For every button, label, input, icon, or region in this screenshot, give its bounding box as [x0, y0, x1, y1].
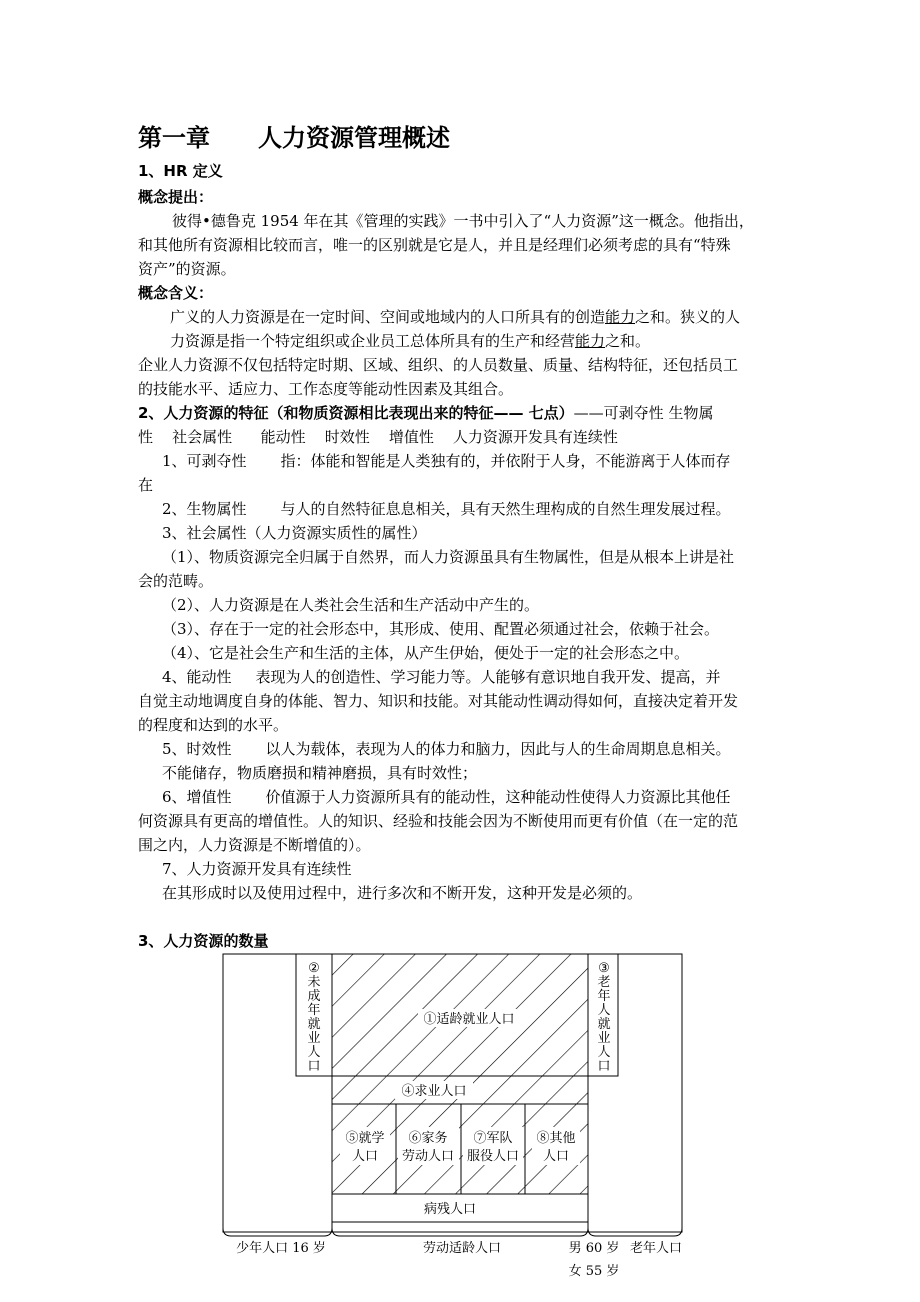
disabled-label: 病残人口: [423, 1202, 477, 1217]
diagram-char: 成: [307, 989, 321, 1004]
diagram-char: 人: [307, 1045, 321, 1060]
military-label-2: 服役人口: [466, 1149, 520, 1164]
concept-origin-label: 概念提出：: [138, 188, 214, 206]
feature-3-point-4: （4）、它是社会生产和生活的主体，从产生伊始，便处于一定的社会形态之中。: [162, 644, 690, 662]
feature-7-line-2: 在其形成时以及使用过程中，进行多次和不断开发，这种开发是必须的。: [162, 884, 643, 902]
feature-4-line-2: 自觉主动地调度自身的体能、智力、知识和技能。对其能动性调动得如何，直接决定着开发: [138, 692, 739, 710]
feature-6-line-3: 围之内，人力资源是不断增值的）。: [138, 836, 371, 854]
diagram-char: 就: [307, 1017, 321, 1032]
axis-label-female-age: 女 55 岁: [568, 1264, 620, 1279]
diagram-char: 年: [597, 989, 611, 1004]
feature-4-line-3: 的程度和达到的水平。: [138, 716, 289, 734]
feature-label: 4、能动性: [162, 668, 232, 686]
feature-3-point-2: （2）、人力资源是在人类社会生活和生产活动中产生的。: [162, 596, 540, 614]
section-2-heading-bold: 2、人力资源的特征（和物质资源相比表现出来的特征—— 七点）: [138, 404, 574, 422]
section-3-heading: 3、人力资源的数量: [138, 932, 269, 950]
axis-label-male-age: 男 60 岁: [568, 1241, 620, 1256]
studying-label-2: 人口: [351, 1149, 379, 1164]
job-seeking-label: ④求业人口: [401, 1084, 467, 1099]
elderly-employed-label: [597, 961, 610, 1074]
diagram-char: ②: [308, 961, 320, 976]
feature-text: 指：体能和智能是人类独有的，并依附于人身，不能游离于人体而存: [280, 452, 731, 470]
minor-employed-label: [307, 961, 320, 1074]
enterprise-line-2: 的技能水平、适应力、工作态度等能动性因素及其组合。: [138, 380, 514, 398]
diagram-char: 未: [307, 975, 321, 990]
meaning-text: 力资源是指一个特定组织或企业员工总体所具有的生产和经营: [170, 332, 576, 350]
origin-line-3: 资产”的资源。: [138, 260, 236, 278]
studying-label-1: ⑤就学: [345, 1131, 385, 1146]
feature-label: 2、生物属性: [162, 500, 247, 518]
chapter-number: 第一章: [138, 124, 210, 152]
axis-label-working-age: 劳动适龄人口: [422, 1241, 502, 1256]
axis-label-minor: 少年人口 16 岁: [236, 1241, 326, 1256]
axis-label-elderly: 老年人口: [629, 1241, 683, 1256]
meaning-underlined: 能力: [575, 332, 606, 350]
working-age-employed-label: ①适龄就业人口: [423, 1012, 515, 1027]
feature-3-point-1-cont: 会的范畴。: [138, 572, 214, 590]
feature-3-label: 3、社会属性（人力资源实质性的属性）: [162, 524, 427, 542]
feature-label: 1、可剥夺性: [162, 452, 247, 470]
meaning-underlined: 能力: [605, 308, 636, 326]
housework-label-1: ⑥家务: [408, 1131, 448, 1146]
feature-text: 表现为人的创造性、学习能力等。人能够有意识地自我开发、提高，并: [255, 668, 721, 686]
meaning-text: 之和。狭义的人: [635, 308, 741, 326]
origin-line-2: 和其他所有资源相比较而言，唯一的区别就是它是人，并且是经理们必须考虑的具有“特殊: [138, 236, 731, 254]
housework-label-2: 劳动人口: [401, 1149, 455, 1164]
meaning-text: 广义的人力资源是在一定时间、空间或地域内的人口所具有的创造: [170, 308, 606, 326]
feature-3-point-1: （1）、物质资源完全归属于自然界，而人力资源虽具有生物属性，但是从根本上讲是社: [162, 548, 735, 566]
feature-label: 6、增值性: [162, 788, 232, 806]
diagram-char: 人: [597, 1045, 611, 1060]
chapter-name: 人力资源管理概述: [258, 124, 450, 152]
diagram-char: 业: [307, 1031, 321, 1046]
diagram-char: ③: [598, 961, 610, 976]
feature-5-line-2: 不能储存，物质磨损和精神磨损，具有时效性；: [162, 764, 478, 782]
origin-line-1: 彼得•德鲁克 1954 年在其《管理的实践》一书中引入了“人力资源”这一概念。他指出，: [172, 212, 754, 230]
enterprise-line-1: 企业人力资源不仅包括特定时期、区域、组织、的人员数量、质量、结构特征，还包括员工: [138, 356, 739, 374]
feature-text: 与人的自然特征息息相关，具有天然生理构成的自然生理发展过程。: [280, 500, 731, 518]
feature-text: 价值源于人力资源所具有的能动性，这种能动性使得人力资源比其他任: [265, 788, 731, 806]
diagram-char: 老: [597, 975, 611, 990]
military-label-1: ⑦军队: [473, 1131, 513, 1146]
diagram-char: 年: [307, 1003, 321, 1018]
meaning-text: 之和。: [605, 332, 651, 350]
feature-1-cont: 在: [138, 476, 154, 494]
feature-6-line-2: 何资源具有更高的增值性。人的知识、经验和技能会因为不断使用而更有价值（在一定的范: [138, 812, 739, 830]
other-label-1: ⑧其他: [536, 1131, 576, 1146]
diagram-char: 业: [597, 1031, 611, 1046]
section-2-heading-tail: ——可剥夺性 生物属: [573, 404, 714, 422]
section-1-heading: 1、HR 定义: [138, 162, 223, 180]
concept-meaning-label: 概念含义：: [138, 284, 214, 302]
diagram-char: 就: [597, 1017, 611, 1032]
diagram-char: 口: [307, 1059, 321, 1074]
diagram-char: 口: [597, 1059, 611, 1074]
feature-7-label: 7、人力资源开发具有连续性: [162, 860, 352, 878]
section-2-heading-line-2: 性 社会属性 能动性 时效性 增值性 人力资源开发具有连续性: [138, 428, 618, 446]
feature-label: 5、时效性: [162, 740, 232, 758]
feature-text: 以人为载体，表现为人的体力和脑力，因此与人的生命周期息息相关。: [265, 740, 731, 758]
feature-3-point-3: （3）、存在于一定的社会形态中，其形成、使用、配置必须通过社会，依赖于社会。: [162, 620, 720, 638]
diagram-char: 人: [597, 1003, 611, 1018]
other-label-2: 人口: [542, 1149, 570, 1164]
